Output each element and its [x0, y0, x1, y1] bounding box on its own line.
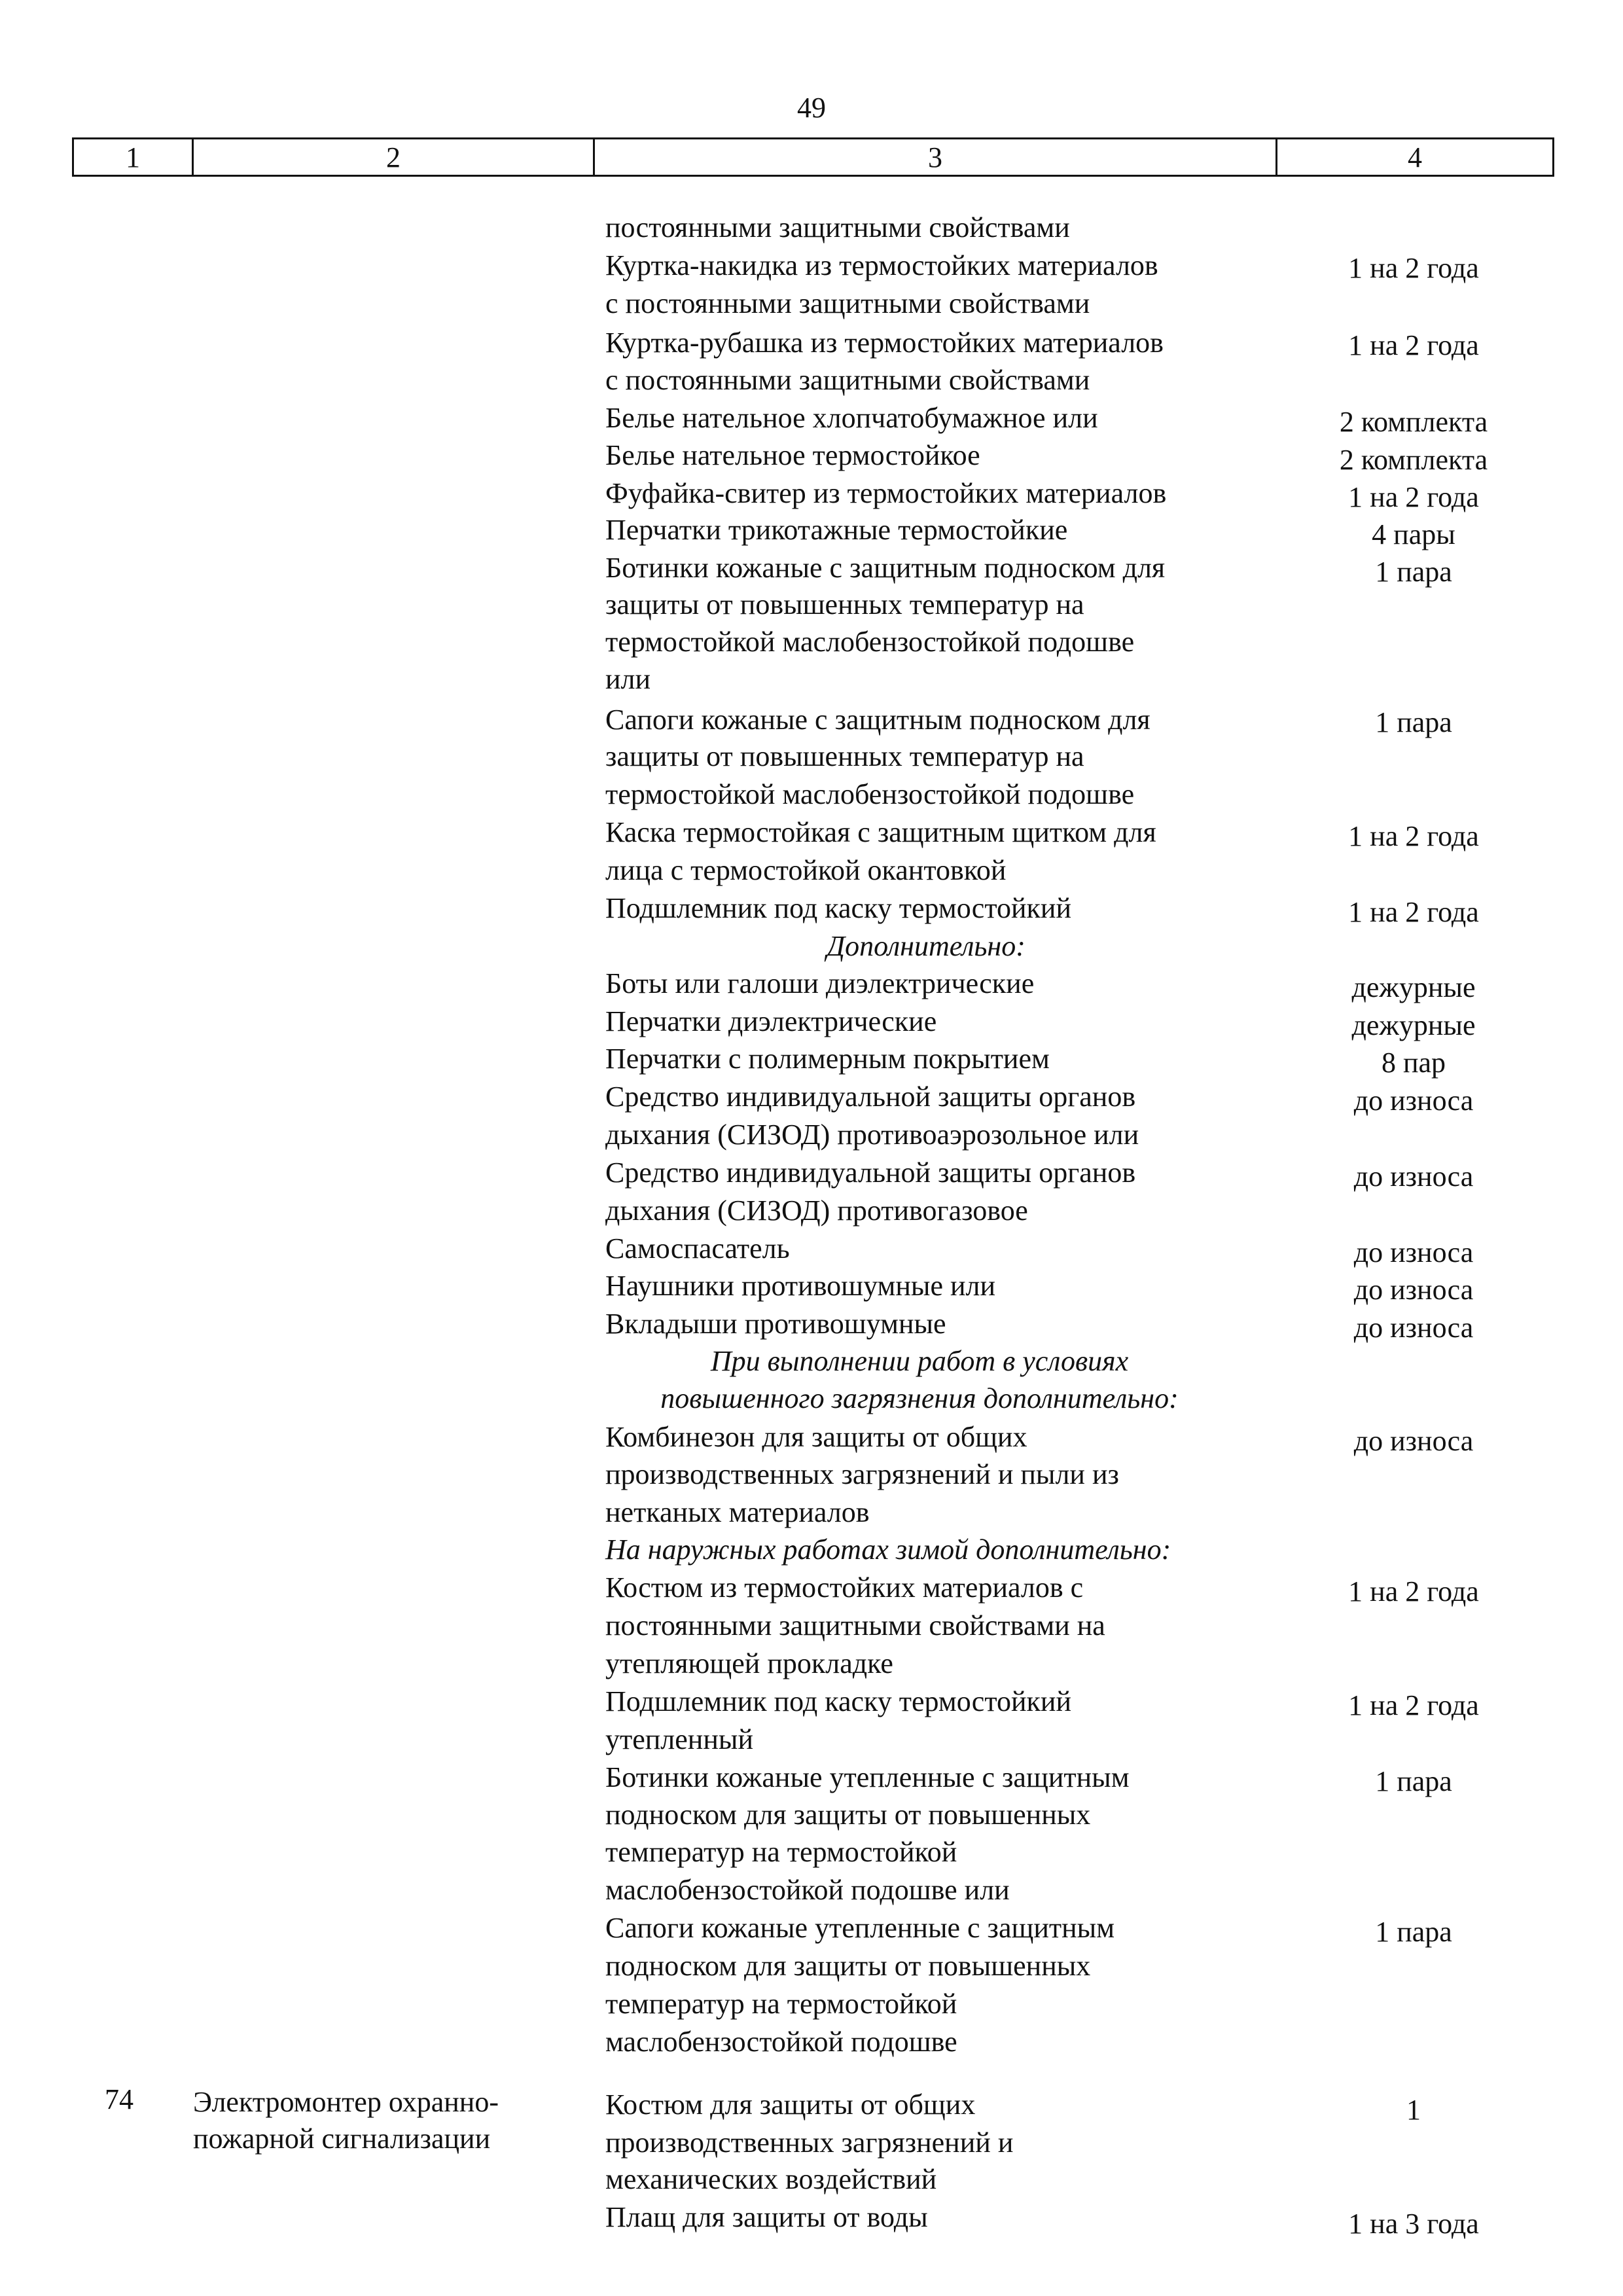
item-norm: 2 комплекта [1339, 444, 1488, 476]
item-text-line: Ботинки кожаные с защитным подноском для [605, 552, 1166, 584]
item-text-line: Фуфайка-свитер из термостойких материалов [605, 477, 1167, 509]
item-norm: 1 на 2 года [1348, 481, 1479, 513]
item-norm: 1 на 2 года [1348, 252, 1479, 284]
item-text-line: защиты от повышенных температур на [605, 588, 1084, 620]
item-text-line: утепленный [605, 1723, 753, 1755]
item-text-line: термостойкой маслобензостойкой подошве [605, 626, 1135, 658]
item-norm: 1 пара [1375, 1916, 1452, 1948]
item-text-line: Сапоги кожаные утепленные с защитным [605, 1912, 1115, 1944]
item-norm: 1 на 2 года [1348, 1575, 1479, 1607]
column-2-header: 2 [193, 139, 594, 176]
entry-profession: пожарной сигнализации [193, 2123, 491, 2155]
item-norm: дежурные [1351, 971, 1476, 1003]
item-text-line: с постоянными защитными свойствами [605, 287, 1090, 319]
item-norm: 4 пары [1372, 518, 1455, 550]
item-norm: до износа [1353, 1236, 1474, 1268]
item-text-line: нетканых материалов [605, 1496, 870, 1528]
item-text-line: Средство индивидуальной защиты органов [605, 1157, 1136, 1189]
item-text-line: Подшлемник под каску термостойкий [605, 892, 1071, 924]
item-norm: до износа [1353, 1085, 1474, 1117]
item-text-line: подноском для защиты от повышенных [605, 1950, 1091, 1982]
item-text-line: Вкладыши противошумные [605, 1308, 946, 1340]
item-norm: до износа [1353, 1274, 1474, 1306]
item-text-line: постоянными защитными свойствами на [605, 1609, 1105, 1641]
item-text-line: или [605, 663, 651, 695]
item-norm: до износа [1353, 1312, 1474, 1344]
item-norm: дежурные [1351, 1009, 1476, 1041]
item-norm: 2 комплекта [1339, 406, 1488, 438]
column-header-row [72, 137, 1554, 177]
item-text-line: производственных загрязнений и [605, 2126, 1014, 2159]
column-1-header: 1 [73, 139, 193, 176]
item-text-line: производственных загрязнений и пыли из [605, 1458, 1119, 1490]
item-text-line: Костюм из термостойких материалов с [605, 1571, 1084, 1604]
item-text-line: Белье нательное хлопчатобумажное или [605, 402, 1098, 434]
item-text-line: Плащ для защиты от воды [605, 2201, 928, 2233]
item-text-line: дыхания (СИЗОД) противоаэрозольное или [605, 1119, 1139, 1151]
item-text-line: Перчатки трикотажные термостойкие [605, 514, 1068, 546]
item-norm: 1 пара [1375, 556, 1452, 588]
item-text-line: Боты или галоши диэлектрические [605, 967, 1035, 999]
item-text-line: дыхания (СИЗОД) противогазовое [605, 1194, 1028, 1227]
column-3-header: 3 [594, 139, 1277, 176]
item-text-line: Подшлемник под каску термостойкий [605, 1685, 1071, 1717]
item-text-line: Костюм для защиты от общих [605, 2089, 976, 2121]
section-heading-pollution: При выполнении работ в условиях [710, 1345, 1129, 1377]
item-text-line: Наушники противошумные или [605, 1270, 996, 1302]
item-text-line: термостойкой маслобензостойкой подошве [605, 778, 1135, 810]
item-norm: 1 на 2 года [1348, 820, 1479, 852]
column-4-header: 4 [1277, 139, 1554, 176]
item-text-line: Ботинки кожаные утепленные с защитным [605, 1761, 1130, 1793]
item-text-line: механических воздействий [605, 2163, 937, 2195]
item-text-line: Перчатки диэлектрические [605, 1005, 937, 1037]
item-text-line: защиты от повышенных температур на [605, 740, 1084, 772]
item-text-line: маслобензостойкой подошве [605, 2026, 957, 2058]
item-text-line: маслобензостойкой подошве или [605, 1874, 1010, 1906]
item-norm: 8 пар [1381, 1047, 1446, 1079]
section-heading-pollution: повышенного загрязнения дополнительно: [660, 1382, 1179, 1414]
item-norm: 1 пара [1375, 1765, 1452, 1797]
item-norm: 1 на 2 года [1348, 1689, 1479, 1721]
item-norm: до износа [1353, 1425, 1474, 1457]
item-text-line: Сапоги кожаные с защитным подноском для [605, 704, 1150, 736]
item-norm: до износа [1353, 1160, 1474, 1193]
item-text-line: Куртка-рубашка из термостойких материалов [605, 327, 1164, 359]
item-norm: 1 на 2 года [1348, 329, 1479, 361]
item-text-line: Средство индивидуальной защиты органов [605, 1081, 1136, 1113]
entry-profession: Электромонтер охранно- [193, 2086, 499, 2118]
item-text-line: постоянными защитными свойствами [605, 211, 1070, 243]
item-norm: 1 пара [1375, 706, 1452, 738]
section-heading-additional: Дополнительно: [827, 930, 1026, 962]
item-text-line: лица с термостойкой окантовкой [605, 854, 1007, 886]
item-text-line: Перчатки с полимерным покрытием [605, 1043, 1050, 1075]
item-text-line: температур на термостойкой [605, 1988, 957, 2020]
item-norm: 1 [1406, 2094, 1421, 2126]
item-text-line: Комбинезон для защиты от общих [605, 1421, 1027, 1453]
item-norm: 1 на 3 года [1348, 2208, 1479, 2240]
page-number: 49 [797, 92, 826, 124]
entry-number: 74 [105, 2083, 134, 2115]
item-text-line: подноском для защиты от повышенных [605, 1799, 1091, 1831]
item-norm: 1 на 2 года [1348, 896, 1479, 928]
item-text-line: Самоспасатель [605, 1232, 790, 1265]
item-text-line: с постоянными защитными свойствами [605, 364, 1090, 396]
section-heading-winter: На наружных работах зимой дополнительно: [605, 1534, 1171, 1566]
item-text-line: Белье нательное термостойкое [605, 439, 980, 471]
item-text-line: утепляющей прокладке [605, 1647, 893, 1679]
item-text-line: температур на термостойкой [605, 1836, 957, 1868]
item-text-line: Куртка-накидка из термостойких материалов [605, 249, 1158, 281]
item-text-line: Каска термостойкая с защитным щитком для [605, 816, 1156, 848]
